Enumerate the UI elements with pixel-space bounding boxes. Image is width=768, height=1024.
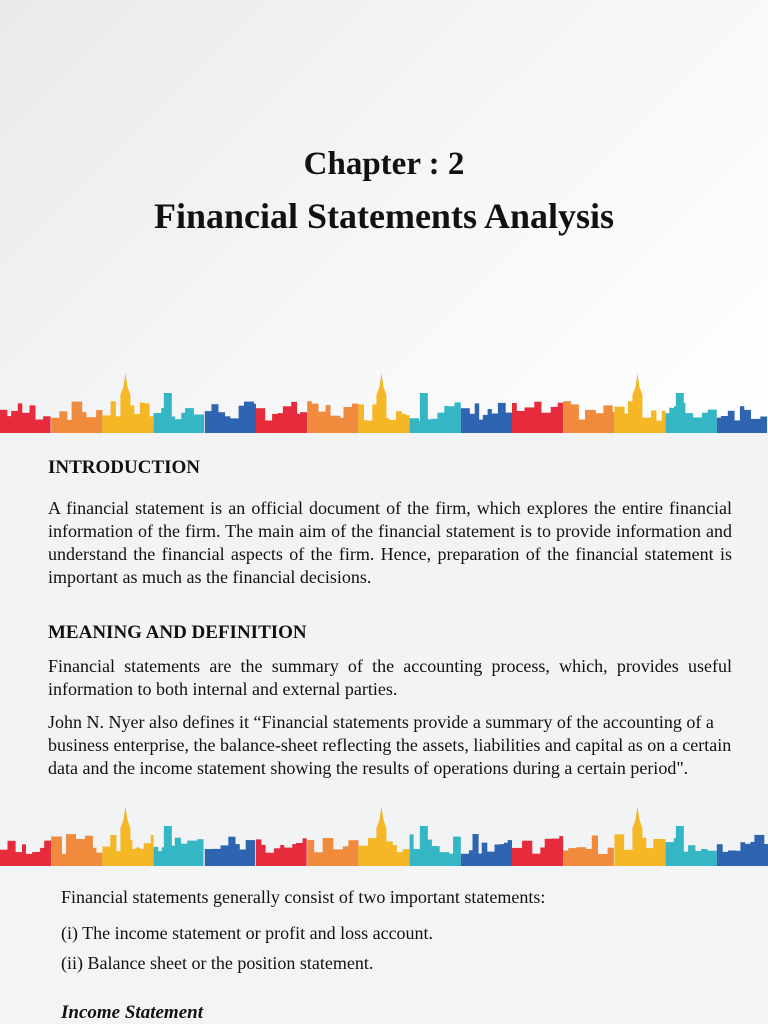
introduction-paragraph: A financial statement is an official document of the firm, which explores the entire financial information of the firm. The main aim of the financial statement is to provide information and understand the financial aspects of the firm. Hence, preparation of the financial statement is important as much as the financial decisions. <box>48 498 732 587</box>
introduction-slide <box>0 433 768 866</box>
statements-slide <box>0 866 768 1024</box>
skyline-decoration <box>0 800 768 866</box>
skyline-decoration <box>0 367 768 433</box>
statement-item: (i) The income statement or profit and loss account. <box>61 923 434 943</box>
chapter-title: Financial Statements Analysis <box>153 196 615 236</box>
statement-item: (ii) Balance sheet or the position statement. <box>61 953 374 973</box>
chapter-label: Chapter : 2 <box>303 146 465 182</box>
income-statement-heading: Income Statement <box>61 1002 203 1023</box>
introduction-heading: INTRODUCTION <box>48 457 201 478</box>
title-slide <box>0 0 768 433</box>
definition-quote: John N. Nyer also defines it “Financial statements provide a summary of the accounting of a business enterprise, the balance-sheet reflecting the assets, liabilities and capital as on a certain data and the income statement showing the results of operations during a certain period". <box>48 712 732 778</box>
meaning-paragraph: Financial statements are the summary of the accounting process, which, provides useful information to both internal and external parties. <box>48 656 732 699</box>
meaning-heading: MEANING AND DEFINITION <box>48 622 307 643</box>
statements-lead: Financial statements generally consist of two important statements: <box>61 887 546 907</box>
